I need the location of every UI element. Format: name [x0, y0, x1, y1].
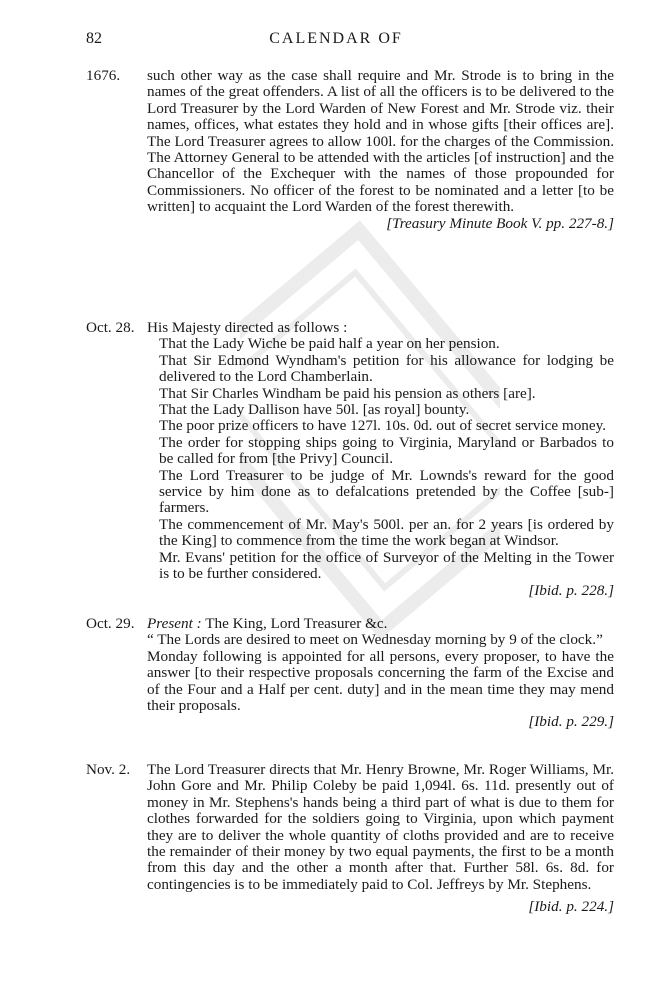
- list-item: That the Lady Dallison have 50l. [as royal] bounty.: [159, 401, 470, 419]
- list-item: That the Lady Wiche be paid half a year on her pension.: [159, 335, 500, 353]
- present-label: Present :: [147, 615, 202, 632]
- entry-date: Oct. 28.: [86, 319, 135, 336]
- entry-reference: [Ibid. p. 229.]: [528, 713, 614, 731]
- list-item: That Sir Charles Windham be paid his pension as others [are].: [159, 384, 536, 402]
- entry-present: [147, 616, 614, 632]
- list-item: The Lord Treasurer to be judge of Mr. Lownds's reward for the good service by him done as to defalcations pretended by the Coffee [sub-] farmers.: [159, 466, 614, 517]
- present-text: The King, Lord Treasurer &c.: [205, 615, 388, 632]
- entry-date: Nov. 2.: [86, 761, 131, 778]
- list-item: The poor prize officers to have 127l. 10s. 0d. out of secret service money.: [159, 417, 607, 435]
- entry-date: Oct. 29.: [86, 615, 135, 632]
- list-item: The commencement of Mr. May's 500l. per an. for 2 years [is ordered by the King] to commence from the time the work began at Windsor.: [159, 515, 614, 550]
- list-item: The order for stopping ships going to Virginia, Maryland or Barbados to be called for from [the Privy] Council.: [159, 433, 614, 468]
- entry-oct-29: [86, 616, 614, 731]
- page-number: 82: [86, 30, 102, 47]
- entry-reference: [Ibid. p. 224.]: [528, 898, 614, 916]
- list-item: That Sir Edmond Wyndham's petition for his allowance for lodging be delivered to the Lord Chamberlain.: [159, 351, 614, 386]
- entry-paragraph: “ The Lords are desired to meet on Wednesday morning by 9 of the clock.”: [147, 631, 603, 649]
- entry-paragraph: such other way as the case shall require and Mr. Strode is to bring in the names of the great offenders. A list of all the officers is to be delivered to the Lord Treasurer by the Lord Warden of New Forest and Mr. Strode viz. their names, offices, what estates they hold and in whose gifts [their offices are]. The Lord Treasurer agrees to allow 100l. for the charges of the Commission. The Attorney General to be attended with the articles [of instruction] and the Chancellor of the Exchequer with the names of those propounded for Commissioners. No officer of the forest to be nominated and a letter [to be written] to acquaint the Lord Warden of the forest therewith.: [147, 67, 614, 216]
- entry-nov-2: [86, 762, 614, 916]
- entry-date: 1676.: [86, 67, 121, 84]
- entry-1676: [86, 68, 614, 232]
- entry-reference: [Treasury Minute Book V. pp. 227-8.]: [386, 214, 614, 232]
- entry-paragraph: Monday following is appointed for all persons, every proposer, to have the answer [to their respective proposals concerning the farm of the Excise and of the Four and a Half per cent. duty] and in the mean time they may mend their proposals.: [147, 647, 614, 715]
- entry-intro: His Majesty directed as follows :: [147, 319, 348, 336]
- entry-reference: [Ibid. p. 228.]: [528, 581, 614, 599]
- running-head: CALENDAR OF: [269, 30, 403, 47]
- list-item: Mr. Evans' petition for the office of Surveyor of the Melting in the Tower is to be further considered.: [159, 548, 614, 583]
- entry-oct-28: [86, 320, 614, 599]
- entry-paragraph: The Lord Treasurer directs that Mr. Henry Browne, Mr. Roger Williams, Mr. John Gore and Mr. Philip Coleby be paid 1,094l. 6s. 11d. presently out of money in Mr. Stephens's hands being a third part of what is due to them for clothes forwarded for the soldiers going to Virginia, upon which payment they are to deliver the whole quantity of cloths provided and are to receive the remainder of their money by two equal payments, the first to be a month from this day and the other a month after that. Further 58l. 6s. 8d. for contingencies is to be immediately paid to Col. Jeffreys by Mr. Stephens.: [147, 761, 614, 893]
